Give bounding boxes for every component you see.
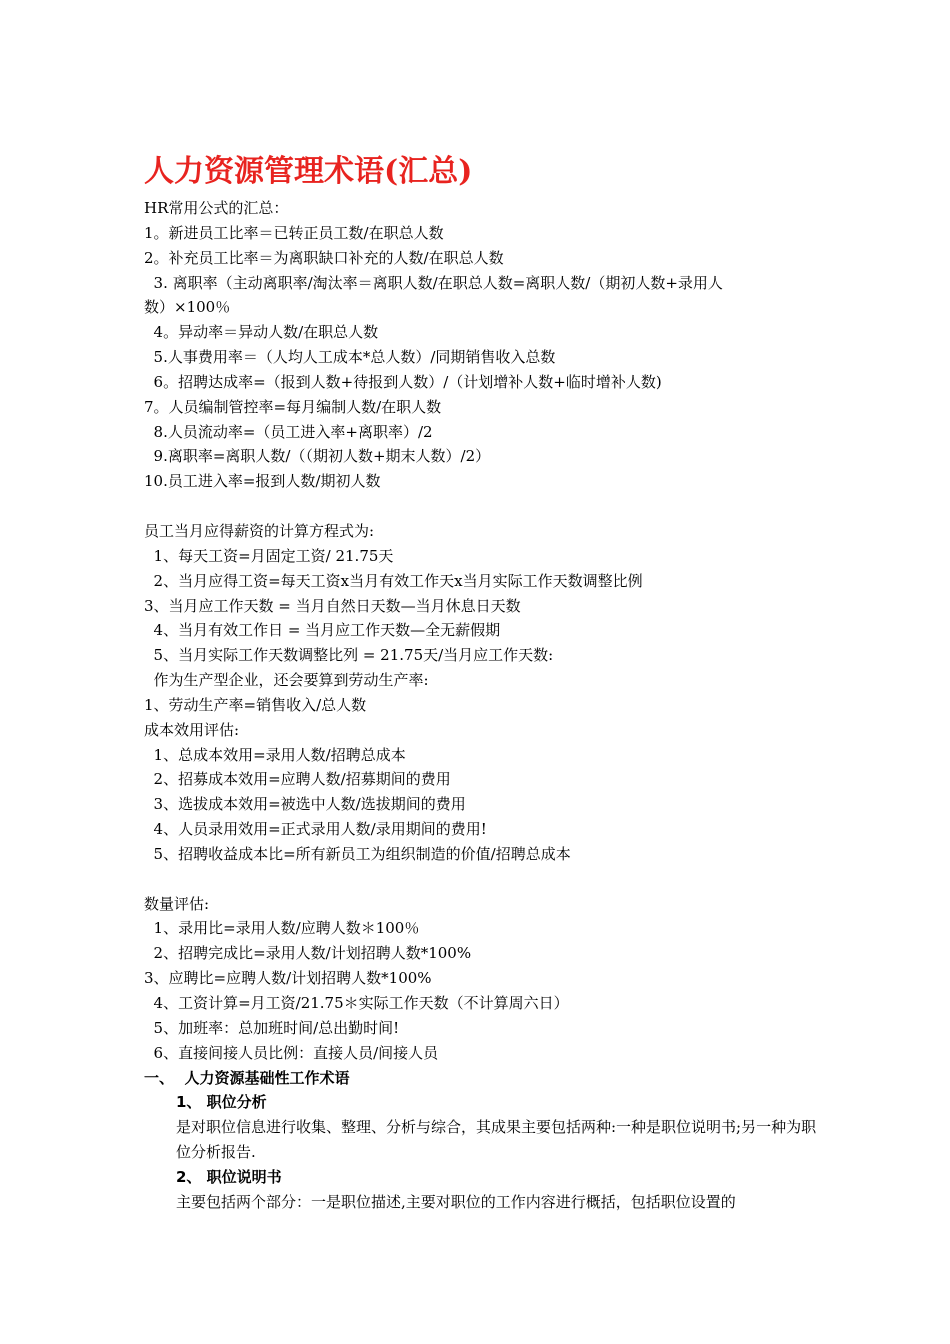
salary-line: 1、劳动生产率=销售收入/总人数 bbox=[144, 695, 367, 714]
quantity-line: 4、工资计算=月工资/21.75＊实际工作天数（不计算周六日） bbox=[144, 994, 569, 1012]
formula-line: 数）×100％ bbox=[144, 298, 231, 317]
term-text-job-description: 主要包括两个部分：一是职位描述,主要对职位的工作内容进行概括，包括职位设置的 bbox=[176, 1192, 736, 1211]
formula-line: 3. 离职率（主动离职率/淘汰率＝离职人数/在职总人数=离职人数/（期初人数+录用人 bbox=[144, 273, 723, 292]
cost-line: 2、招募成本效用=应聘人数/招募期间的费用 bbox=[144, 770, 451, 789]
quantity-line: 5、加班率：总加班时间/总出勤时间! bbox=[144, 1018, 400, 1037]
salary-line: 1、每天工资=月固定工资/ 21.75天 bbox=[144, 546, 394, 565]
quantity-line: 2、招聘完成比=录用人数/计划招聘人数*100% bbox=[144, 944, 472, 963]
salary-heading: 员工当月应得薪资的计算方程式为: bbox=[144, 521, 375, 540]
salary-line: 4、当月有效工作日 = 当月应工作天数—全无薪假期 bbox=[144, 621, 501, 640]
formula-line: 10.员工进入率=报到人数/期初人数 bbox=[144, 472, 381, 491]
formula-line: 1。新进员工比率＝已转正员工数/在职总人数 bbox=[144, 223, 444, 242]
salary-line: 3、当月应工作天数 = 当月自然日天数—当月休息日天数 bbox=[144, 596, 521, 615]
formula-line: 9.离职率=离职人数/（（期初人数+期末人数）/2） bbox=[144, 447, 491, 466]
term-heading-job-analysis: 1、 职位分析 bbox=[176, 1093, 267, 1112]
formula-line: 5.人事费用率＝（人均人工成本*总人数）/同期销售收入总数 bbox=[144, 348, 556, 367]
quantity-heading: 数量评估: bbox=[144, 894, 210, 913]
salary-line: 5、当月实际工作天数调整比列 = 21.75天/当月应工作天数: bbox=[144, 646, 554, 665]
term-heading-job-description: 2、 职位说明书 bbox=[176, 1167, 282, 1186]
cost-line: 5、招聘收益成本比=所有新员工为组织制造的价值/招聘总成本 bbox=[144, 844, 571, 863]
formulas-heading: HR常用公式的汇总： bbox=[144, 199, 289, 217]
terms-heading: 一、 人力资源基础性工作术语 bbox=[144, 1068, 350, 1087]
cost-line: 1、总成本效用=录用人数/招聘总成本 bbox=[144, 745, 406, 764]
document-title: 人力资源管理术语(汇总) bbox=[144, 154, 473, 189]
formula-line: 8.人员流动率=（员工进入率+离职率）/2 bbox=[144, 422, 433, 441]
quantity-line: 1、录用比=录用人数/应聘人数＊100％ bbox=[144, 919, 420, 938]
cost-heading: 成本效用评估: bbox=[144, 720, 240, 739]
spacer bbox=[144, 494, 824, 519]
formula-line: 7。人员编制管控率=每月编制人数/在职人数 bbox=[144, 397, 442, 416]
formula-line: 4。异动率＝异动人数/在职总人数 bbox=[144, 323, 379, 342]
salary-line: 2、当月应得工资=每天工资x当月有效工作天x当月实际工作天数调整比例 bbox=[144, 571, 643, 590]
salary-line: 作为生产型企业，还会要算到劳动生产率: bbox=[144, 671, 429, 690]
formula-line: 6。招聘达成率=（报到人数+待报到人数）/（计划增补人数+临时增补人数) bbox=[144, 372, 662, 391]
cost-line: 3、选拔成本效用=被选中人数/选拔期间的费用 bbox=[144, 795, 466, 814]
spacer bbox=[144, 867, 824, 892]
term-text-job-analysis: 是对职位信息进行收集、整理、分析与综合，其成果主要包括两种:一种是职位说明书;另一种为职位分析报告. bbox=[176, 1118, 817, 1162]
quantity-line: 6、直接间接人员比例：直接人员/间接人员 bbox=[144, 1043, 439, 1062]
quantity-line: 3、应聘比=应聘人数/计划招聘人数*100% bbox=[144, 969, 432, 988]
cost-line: 4、人员录用效用=正式录用人数/录用期间的费用! bbox=[144, 820, 487, 839]
formula-line: 2。补充员工比率＝为离职缺口补充的人数/在职总人数 bbox=[144, 248, 504, 267]
document-body bbox=[144, 196, 824, 1215]
